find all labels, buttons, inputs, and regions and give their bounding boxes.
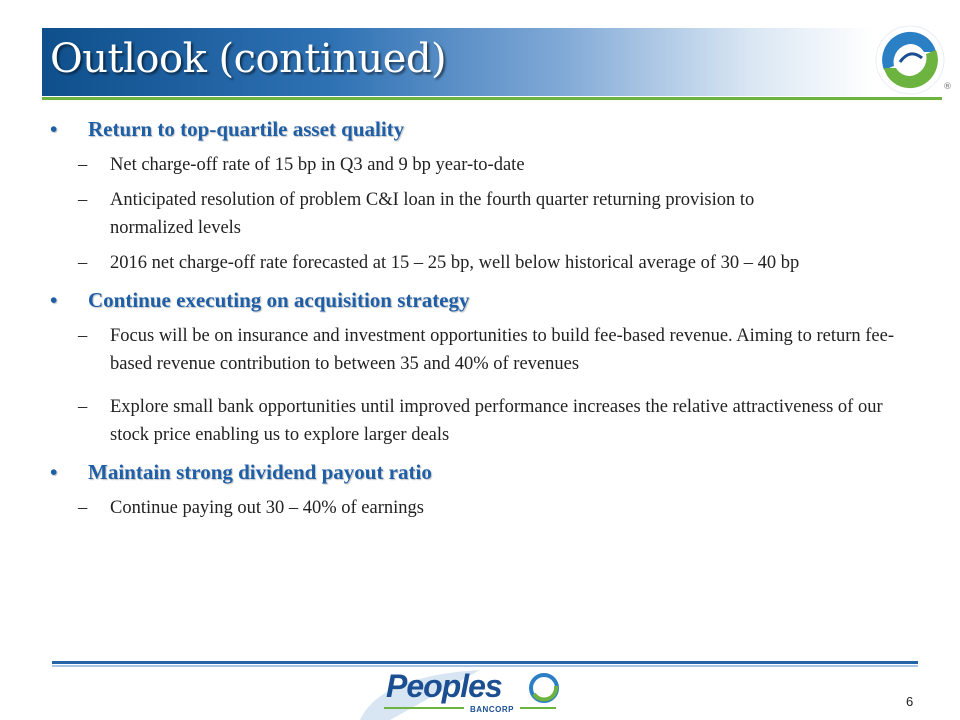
peoples-emblem-icon	[872, 22, 948, 98]
sub-bullet	[48, 494, 928, 522]
dash-marker: –	[78, 190, 88, 210]
dash-marker: –	[78, 397, 88, 417]
slide-body	[48, 116, 928, 522]
logo-subbrand: BANCORP	[470, 705, 514, 714]
dash-marker: –	[78, 253, 88, 273]
footer-divider-light	[52, 665, 918, 667]
heading-text: Continue executing on acquisition strategy	[88, 288, 470, 312]
bullet-marker: •	[50, 288, 58, 312]
title-underline	[42, 97, 942, 100]
registered-mark: ®	[943, 82, 952, 92]
sub-bullet	[48, 186, 928, 242]
heading-text: Return to top-quartile asset quality	[88, 117, 405, 141]
bullet-heading-acquisition	[48, 287, 928, 313]
peoples-bancorp-logo	[360, 668, 576, 720]
slide-title: Outlook (continued)	[50, 36, 447, 82]
page-number: 6	[906, 694, 914, 709]
sub-bullet	[48, 249, 928, 277]
heading-text: Maintain strong dividend payout ratio	[88, 460, 432, 484]
sub-bullet	[48, 393, 928, 449]
sub-bullet-text: Net charge-off rate of 15 bp in Q3 and 9 bp year-to-date	[110, 155, 525, 175]
sub-bullet-text: Continue paying out 30 – 40% of earnings	[110, 498, 424, 518]
dash-marker: –	[78, 498, 88, 518]
bullet-marker: •	[50, 460, 58, 484]
dash-marker: –	[78, 155, 88, 175]
sub-bullet-text: Explore small bank opportunities until improved performance increases the relative attractiveness of our stock price enabling us to explore larger deals	[110, 397, 883, 445]
sub-bullet	[48, 151, 928, 179]
sub-bullet-text: Anticipated resolution of problem C&I loan in the fourth quarter returning provision to normalized levels	[110, 190, 755, 238]
sub-bullet	[48, 322, 928, 378]
logo-brand: Peoples	[386, 668, 502, 704]
bullet-heading-dividend	[48, 459, 928, 485]
sub-bullet-text: 2016 net charge-off rate forecasted at 15 – 25 bp, well below historical average of 30 – 40 bp	[110, 253, 800, 273]
bullet-marker: •	[50, 117, 58, 141]
bullet-heading-asset-quality	[48, 116, 928, 142]
sub-bullet-text: Focus will be on insurance and investment opportunities to build fee-based revenue. Aiming to return fee-based revenue contribution to between 35 and 40% of revenues	[110, 326, 894, 374]
footer-divider	[52, 661, 918, 664]
dash-marker: –	[78, 326, 88, 346]
